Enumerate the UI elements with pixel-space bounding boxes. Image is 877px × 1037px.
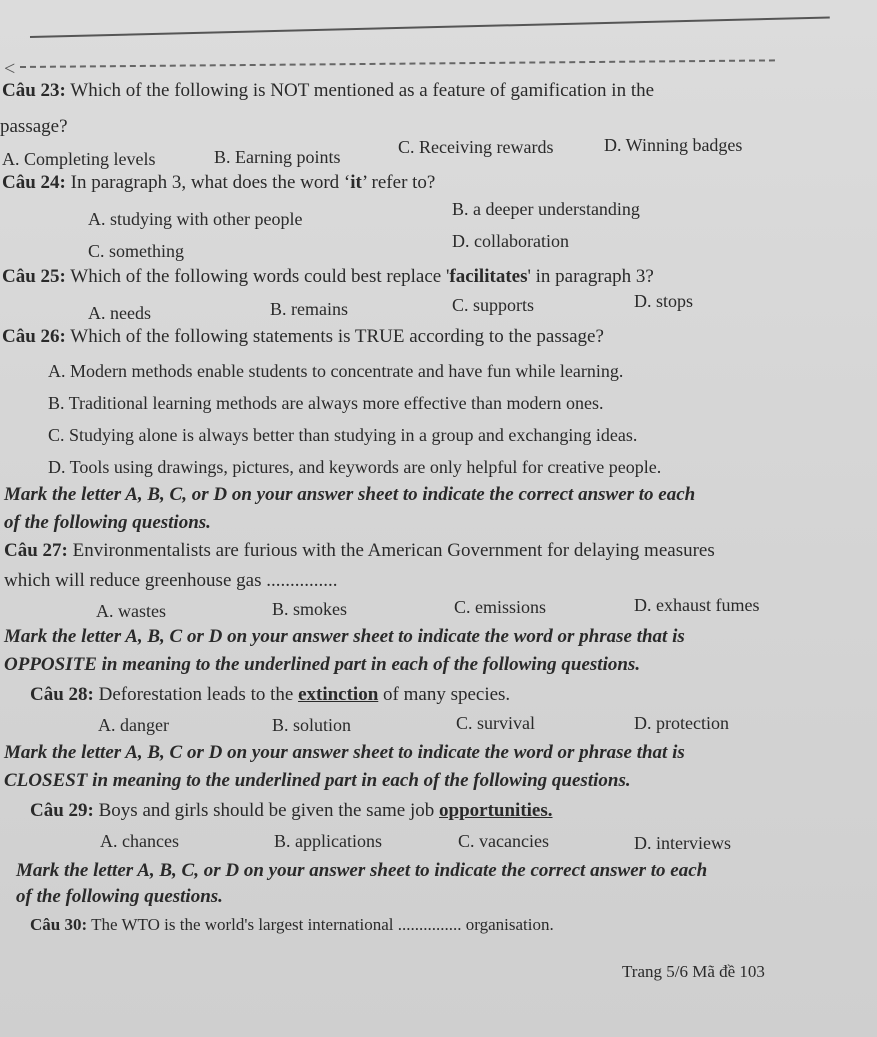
q29-option-c: C. vacancies [458, 831, 549, 851]
q24-option-b: B. a deeper understanding [452, 199, 640, 219]
instruction-4-line-2: of the following questions. [16, 886, 223, 907]
q26-option-a: A. Modern methods enable students to concentrate and have fun while learning. [48, 361, 624, 381]
q27-label: Câu 27: [4, 540, 68, 561]
q26-text: Which of the following statements is TRUE according to the passage? [70, 326, 604, 347]
q23-stem [2, 80, 654, 102]
q28-text-post: of many species. [383, 684, 511, 705]
q25-text-post: ' in paragraph 3? [527, 266, 654, 287]
q29-text-pre: Boys and girls should be given the same job [98, 800, 435, 821]
q29-label: Câu 29: [30, 800, 94, 821]
arrow-mark-icon: < [4, 58, 16, 80]
q27-stem-cont: which will reduce greenhouse gas ............... [4, 570, 338, 591]
q28-stem [30, 684, 510, 706]
q30-text: The WTO is the world's largest international ............... organisation. [91, 915, 554, 934]
q24-option-c: C. something [88, 241, 185, 261]
top-rule [30, 16, 830, 38]
q29-option-b: B. applications [274, 831, 382, 851]
dashed-rule [20, 59, 775, 68]
q23-label: Câu 23: [2, 80, 66, 101]
q26-label: Câu 26: [2, 326, 66, 347]
q28-option-c: C. survival [456, 713, 535, 733]
q25-option-b: B. remains [270, 299, 348, 319]
q29-stem [30, 800, 553, 822]
q23-option-d: D. Winning badges [604, 135, 743, 155]
q27-stem [4, 540, 715, 562]
q25-word: facilitates [449, 266, 528, 287]
q25-stem [2, 266, 654, 288]
q26-option-b: B. Traditional learning methods are always more effective than modern ones. [48, 393, 604, 413]
q23-text: Which of the following is NOT mentioned as a feature of gamification in the [70, 80, 655, 101]
q27-text: Environmentalists are furious with the American Government for delaying measures [72, 540, 715, 561]
q26-option-c: C. Studying alone is always better than studying in a group and exchanging ideas. [48, 425, 638, 445]
q27-option-b: B. smokes [272, 599, 348, 619]
q29-option-d: D. interviews [634, 833, 731, 853]
q23-option-b: B. Earning points [214, 147, 341, 167]
instruction-1-line-1: Mark the letter A, B, C, or D on your answer sheet to indicate the correct answer to each [4, 484, 696, 505]
q24-text-post: ’ refer to? [361, 172, 436, 193]
q28-text-pre: Deforestation leads to the [98, 684, 294, 705]
q25-option-a: A. needs [88, 303, 151, 323]
q30-label: Câu 30: [30, 915, 88, 934]
q24-option-d: D. collaboration [452, 231, 569, 251]
q25-option-d: D. stops [634, 291, 694, 311]
q28-option-d: D. protection [634, 713, 729, 733]
q24-word: it [350, 172, 362, 193]
q28-option-b: B. solution [272, 715, 352, 735]
q30-stem [30, 914, 554, 936]
instruction-3-line-1: Mark the letter A, B, C or D on your answer sheet to indicate the word or phrase that is [4, 742, 685, 763]
q27-option-a: A. wastes [96, 601, 166, 621]
q24-text-pre: In paragraph 3, what does the word ‘ [70, 172, 351, 193]
q27-option-d: D. exhaust fumes [634, 595, 760, 615]
q24-option-a: A. studying with other people [88, 209, 303, 229]
instruction-2-line-2: OPPOSITE in meaning to the underlined part in each of the following questions. [4, 654, 641, 675]
q25-option-c: C. supports [452, 295, 535, 315]
q29-underlined-word: opportunities. [439, 800, 553, 821]
q23-stem-cont: passage? [0, 116, 68, 137]
q26-option-d: D. Tools using drawings, pictures, and keywords are only helpful for creative people. [48, 457, 662, 477]
q28-label: Câu 28: [30, 684, 94, 705]
q26-stem [2, 326, 604, 348]
page-footer: Trang 5/6 Mã đề 103 [622, 962, 765, 981]
q25-label: Câu 25: [2, 266, 66, 287]
q25-text-pre: Which of the following words could best replace ' [70, 266, 450, 287]
q24-label: Câu 24: [2, 172, 66, 193]
q27-option-c: C. emissions [454, 597, 547, 617]
instruction-3-line-2: CLOSEST in meaning to the underlined part in each of the following questions. [4, 770, 631, 791]
instruction-1-line-2: of the following questions. [4, 512, 211, 533]
q24-stem [2, 172, 435, 194]
instruction-4-line-1: Mark the letter A, B, C, or D on your answer sheet to indicate the correct answer to each [16, 860, 708, 881]
q28-option-a: A. danger [98, 715, 169, 735]
q28-underlined-word: extinction [298, 684, 379, 705]
q23-option-a: A. Completing levels [2, 149, 156, 169]
q29-option-a: A. chances [100, 831, 179, 851]
q23-option-c: C. Receiving rewards [398, 137, 554, 157]
instruction-2-line-1: Mark the letter A, B, C or D on your answer sheet to indicate the word or phrase that is [4, 626, 685, 647]
